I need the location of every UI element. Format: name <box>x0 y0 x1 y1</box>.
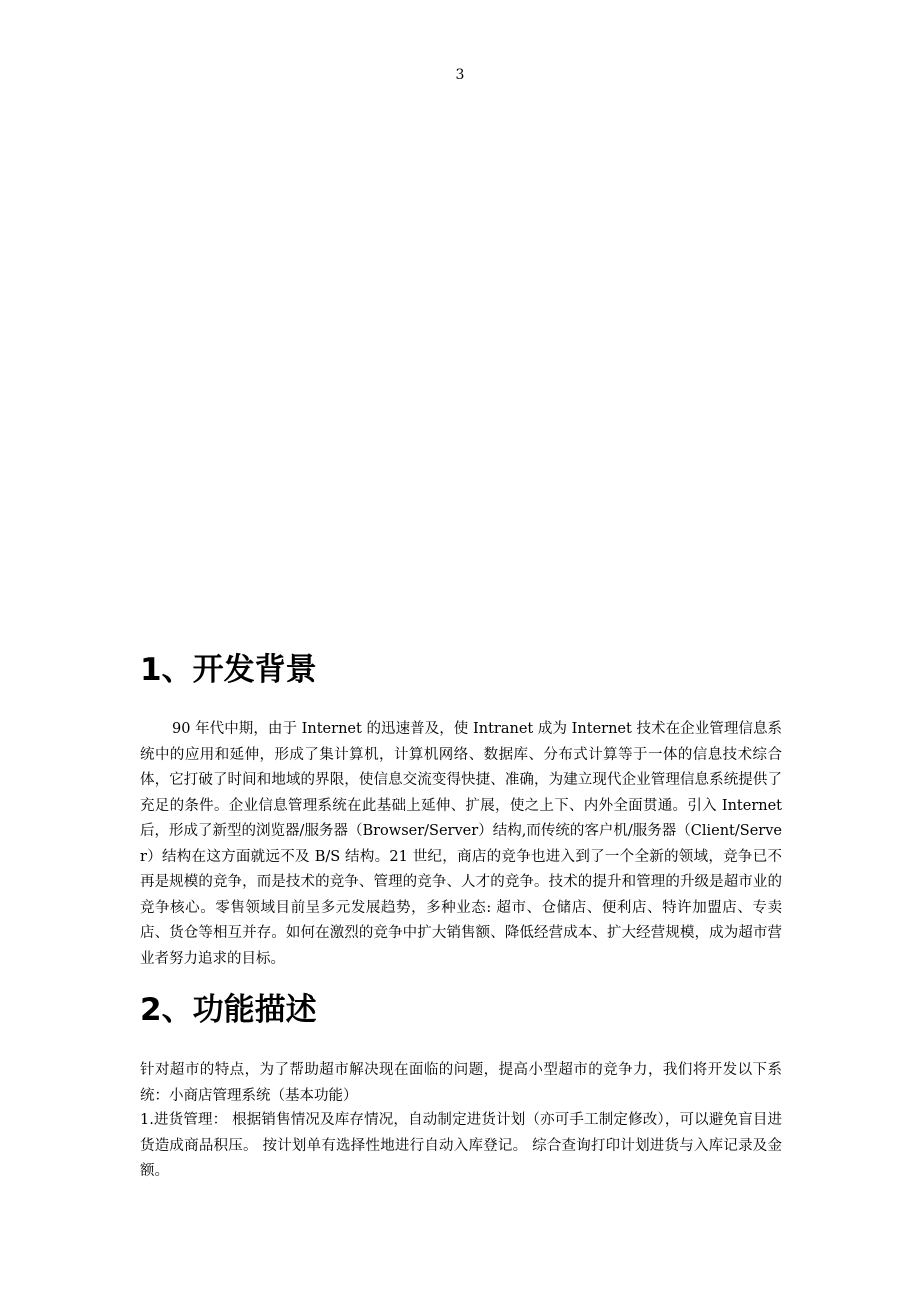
section-heading-features: 2、功能描述 <box>140 992 317 1028</box>
page-number: 3 <box>455 67 465 83</box>
features-intro-paragraph: 针对超市的特点，为了帮助超市解决现在面临的问题，提高小型超市的竞争力，我们将开发以下系统：小商店管理系统（基本功能） <box>140 1062 782 1104</box>
purchase-management-paragraph: 1.进货管理： 根据销售情况及库存情况，自动制定进货计划（亦可手工制定修改），可以避免盲目进货造成商品积压。 按计划单有选择性地进行自动入库登记。 综合查询打印计划进货与入库记录及金额。 <box>140 1112 782 1179</box>
background-paragraph: 90 年代中期，由于 Internet 的迅速普及，使 Intranet 成为 Internet 技术在企业管理信息系统中的应用和延伸，形成了集计算机，计算机网络、数据库、分布式计算等于一体的信息技术综合体，它打破了时间和地域的界限，使信息交流变得快捷、准确，为建立现代企业管理信息系统提供了充足的条件。企业信息管理系统在此基础上延伸、扩展，使之上下、内外全面贯通。引入 Internet 后，形成了新型的浏览器/服务器（Browser/Server）结构,而传统的客户机/服务器（Client/Server）结构在这方面就远不及 B/S 结构。21 世纪，商店的竞争也进入到了一个全新的领域，竞争已不再是规模的竞争，而是技术的竞争、管理的竞争、人才的竞争。技术的提升和管理的升级是超市业的竞争核心。零售领域目前呈多元发展趋势，多种业态: 超市、仓储店、便利店、特许加盟店、专卖店、货仓等相互并存。如何在激烈的竞争中扩大销售额、降低经营成本、扩大经营规模，成为超市营业者努力追求的目标。 <box>140 721 782 967</box>
section-heading-background: 1、开发背景 <box>140 652 317 688</box>
